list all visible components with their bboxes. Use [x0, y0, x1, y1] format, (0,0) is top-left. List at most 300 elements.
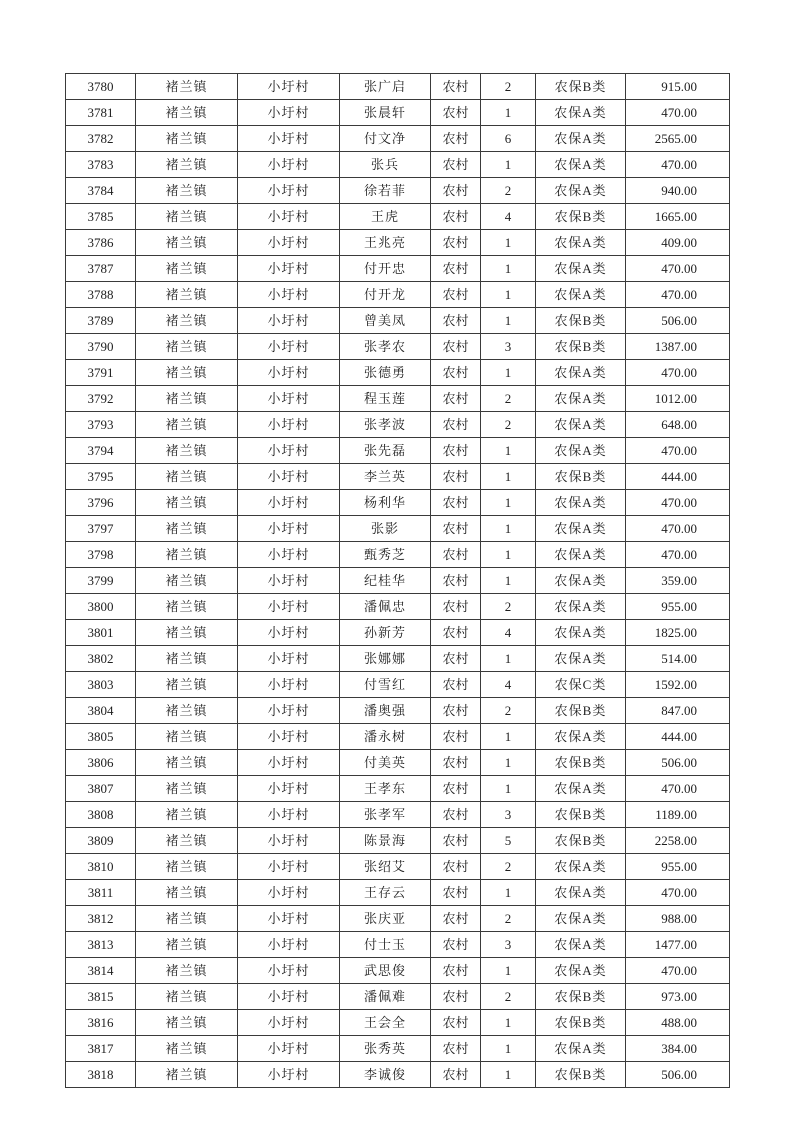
- table-row: [66, 594, 730, 620]
- table-row: [66, 698, 730, 724]
- table-row: [66, 282, 730, 308]
- cell-count: 1: [481, 516, 536, 542]
- cell-type: 农村: [431, 516, 481, 542]
- cell-amount: 847.00: [626, 698, 730, 724]
- table-row: [66, 464, 730, 490]
- cell-name: 张娜娜: [340, 646, 431, 672]
- cell-category: 农保A类: [536, 880, 626, 906]
- cell-name: 张孝农: [340, 334, 431, 360]
- table-body: [66, 74, 730, 1088]
- cell-name: 潘佩忠: [340, 594, 431, 620]
- table-row: [66, 802, 730, 828]
- cell-town: 褚兰镇: [136, 906, 238, 932]
- cell-type: 农村: [431, 854, 481, 880]
- cell-amount: 470.00: [626, 516, 730, 542]
- cell-name: 孙新芳: [340, 620, 431, 646]
- table-row: [66, 386, 730, 412]
- cell-type: 农村: [431, 360, 481, 386]
- table-row: [66, 672, 730, 698]
- cell-type: 农村: [431, 646, 481, 672]
- cell-category: 农保B类: [536, 698, 626, 724]
- cell-amount: 409.00: [626, 230, 730, 256]
- cell-amount: 470.00: [626, 958, 730, 984]
- cell-amount: 359.00: [626, 568, 730, 594]
- cell-count: 1: [481, 282, 536, 308]
- cell-category: 农保A类: [536, 256, 626, 282]
- cell-town: 褚兰镇: [136, 542, 238, 568]
- table-row: [66, 776, 730, 802]
- cell-amount: 506.00: [626, 750, 730, 776]
- cell-count: 2: [481, 854, 536, 880]
- cell-category: 农保A类: [536, 646, 626, 672]
- cell-village: 小圩村: [238, 152, 340, 178]
- cell-town: 褚兰镇: [136, 932, 238, 958]
- cell-amount: 1825.00: [626, 620, 730, 646]
- cell-name: 李兰英: [340, 464, 431, 490]
- cell-seq: 3814: [66, 958, 136, 984]
- cell-name: 曾美凤: [340, 308, 431, 334]
- cell-category: 农保B类: [536, 750, 626, 776]
- cell-town: 褚兰镇: [136, 438, 238, 464]
- cell-town: 褚兰镇: [136, 646, 238, 672]
- cell-town: 褚兰镇: [136, 724, 238, 750]
- cell-category: 农保B类: [536, 334, 626, 360]
- cell-type: 农村: [431, 620, 481, 646]
- cell-name: 付士玉: [340, 932, 431, 958]
- cell-seq: 3789: [66, 308, 136, 334]
- cell-amount: 988.00: [626, 906, 730, 932]
- cell-count: 2: [481, 906, 536, 932]
- cell-type: 农村: [431, 100, 481, 126]
- cell-seq: 3788: [66, 282, 136, 308]
- cell-amount: 470.00: [626, 152, 730, 178]
- cell-type: 农村: [431, 594, 481, 620]
- cell-type: 农村: [431, 490, 481, 516]
- cell-name: 张德勇: [340, 360, 431, 386]
- cell-town: 褚兰镇: [136, 204, 238, 230]
- cell-amount: 470.00: [626, 360, 730, 386]
- cell-category: 农保A类: [536, 152, 626, 178]
- cell-name: 张晨轩: [340, 100, 431, 126]
- table-row: [66, 828, 730, 854]
- cell-category: 农保A类: [536, 932, 626, 958]
- table-row: [66, 438, 730, 464]
- cell-name: 程玉莲: [340, 386, 431, 412]
- cell-village: 小圩村: [238, 1062, 340, 1088]
- table-row: [66, 412, 730, 438]
- cell-town: 褚兰镇: [136, 74, 238, 100]
- cell-name: 张广启: [340, 74, 431, 100]
- cell-town: 褚兰镇: [136, 386, 238, 412]
- cell-seq: 3780: [66, 74, 136, 100]
- cell-village: 小圩村: [238, 906, 340, 932]
- cell-count: 2: [481, 386, 536, 412]
- cell-amount: 470.00: [626, 282, 730, 308]
- cell-seq: 3796: [66, 490, 136, 516]
- cell-village: 小圩村: [238, 802, 340, 828]
- cell-village: 小圩村: [238, 646, 340, 672]
- cell-amount: 1665.00: [626, 204, 730, 230]
- cell-seq: 3804: [66, 698, 136, 724]
- cell-seq: 3794: [66, 438, 136, 464]
- cell-count: 1: [481, 256, 536, 282]
- cell-count: 1: [481, 646, 536, 672]
- cell-seq: 3807: [66, 776, 136, 802]
- table-row: [66, 178, 730, 204]
- cell-village: 小圩村: [238, 308, 340, 334]
- cell-count: 4: [481, 204, 536, 230]
- cell-amount: 915.00: [626, 74, 730, 100]
- cell-type: 农村: [431, 126, 481, 152]
- cell-type: 农村: [431, 282, 481, 308]
- cell-name: 武思俊: [340, 958, 431, 984]
- cell-count: 1: [481, 958, 536, 984]
- cell-village: 小圩村: [238, 386, 340, 412]
- cell-name: 王孝东: [340, 776, 431, 802]
- cell-village: 小圩村: [238, 984, 340, 1010]
- cell-amount: 470.00: [626, 438, 730, 464]
- cell-village: 小圩村: [238, 594, 340, 620]
- cell-village: 小圩村: [238, 724, 340, 750]
- cell-category: 农保A类: [536, 724, 626, 750]
- cell-type: 农村: [431, 334, 481, 360]
- cell-village: 小圩村: [238, 620, 340, 646]
- cell-name: 张孝军: [340, 802, 431, 828]
- cell-village: 小圩村: [238, 100, 340, 126]
- cell-village: 小圩村: [238, 672, 340, 698]
- cell-village: 小圩村: [238, 126, 340, 152]
- cell-name: 付开龙: [340, 282, 431, 308]
- cell-amount: 470.00: [626, 776, 730, 802]
- cell-village: 小圩村: [238, 776, 340, 802]
- table-row: [66, 360, 730, 386]
- table-row: [66, 854, 730, 880]
- cell-village: 小圩村: [238, 568, 340, 594]
- cell-type: 农村: [431, 828, 481, 854]
- cell-village: 小圩村: [238, 698, 340, 724]
- cell-name: 王会全: [340, 1010, 431, 1036]
- cell-type: 农村: [431, 204, 481, 230]
- cell-category: 农保A类: [536, 282, 626, 308]
- cell-amount: 955.00: [626, 594, 730, 620]
- cell-town: 褚兰镇: [136, 698, 238, 724]
- cell-category: 农保A类: [536, 620, 626, 646]
- cell-type: 农村: [431, 256, 481, 282]
- cell-town: 褚兰镇: [136, 230, 238, 256]
- cell-village: 小圩村: [238, 1036, 340, 1062]
- cell-category: 农保A类: [536, 516, 626, 542]
- cell-count: 1: [481, 1062, 536, 1088]
- cell-village: 小圩村: [238, 412, 340, 438]
- cell-village: 小圩村: [238, 204, 340, 230]
- cell-category: 农保A类: [536, 490, 626, 516]
- cell-town: 褚兰镇: [136, 1036, 238, 1062]
- table-row: [66, 152, 730, 178]
- cell-type: 农村: [431, 542, 481, 568]
- cell-count: 5: [481, 828, 536, 854]
- cell-seq: 3790: [66, 334, 136, 360]
- cell-type: 农村: [431, 776, 481, 802]
- table-row: [66, 750, 730, 776]
- cell-amount: 384.00: [626, 1036, 730, 1062]
- cell-category: 农保B类: [536, 828, 626, 854]
- cell-count: 3: [481, 334, 536, 360]
- cell-town: 褚兰镇: [136, 750, 238, 776]
- table-row: [66, 724, 730, 750]
- cell-amount: 1477.00: [626, 932, 730, 958]
- cell-town: 褚兰镇: [136, 984, 238, 1010]
- cell-village: 小圩村: [238, 750, 340, 776]
- cell-type: 农村: [431, 568, 481, 594]
- cell-name: 甄秀芝: [340, 542, 431, 568]
- cell-seq: 3791: [66, 360, 136, 386]
- cell-seq: 3786: [66, 230, 136, 256]
- table-row: [66, 620, 730, 646]
- cell-category: 农保A类: [536, 1036, 626, 1062]
- cell-amount: 2258.00: [626, 828, 730, 854]
- cell-category: 农保B类: [536, 204, 626, 230]
- cell-type: 农村: [431, 906, 481, 932]
- cell-category: 农保A类: [536, 230, 626, 256]
- cell-count: 1: [481, 1036, 536, 1062]
- cell-seq: 3799: [66, 568, 136, 594]
- cell-village: 小圩村: [238, 74, 340, 100]
- cell-seq: 3810: [66, 854, 136, 880]
- cell-village: 小圩村: [238, 932, 340, 958]
- table-row: [66, 490, 730, 516]
- cell-category: 农保B类: [536, 308, 626, 334]
- cell-seq: 3781: [66, 100, 136, 126]
- cell-seq: 3812: [66, 906, 136, 932]
- cell-type: 农村: [431, 1010, 481, 1036]
- table-row: [66, 646, 730, 672]
- cell-category: 农保A类: [536, 776, 626, 802]
- cell-amount: 470.00: [626, 880, 730, 906]
- cell-seq: 3816: [66, 1010, 136, 1036]
- cell-count: 1: [481, 100, 536, 126]
- cell-category: 农保A类: [536, 438, 626, 464]
- cell-name: 张庆亚: [340, 906, 431, 932]
- cell-category: 农保A类: [536, 412, 626, 438]
- cell-name: 张兵: [340, 152, 431, 178]
- cell-town: 褚兰镇: [136, 360, 238, 386]
- cell-seq: 3808: [66, 802, 136, 828]
- cell-count: 1: [481, 1010, 536, 1036]
- cell-category: 农保B类: [536, 1010, 626, 1036]
- cell-seq: 3793: [66, 412, 136, 438]
- cell-town: 褚兰镇: [136, 802, 238, 828]
- cell-count: 1: [481, 776, 536, 802]
- cell-seq: 3803: [66, 672, 136, 698]
- cell-type: 农村: [431, 386, 481, 412]
- cell-name: 付雪红: [340, 672, 431, 698]
- cell-amount: 1012.00: [626, 386, 730, 412]
- cell-seq: 3818: [66, 1062, 136, 1088]
- cell-village: 小圩村: [238, 178, 340, 204]
- cell-amount: 470.00: [626, 490, 730, 516]
- cell-category: 农保B类: [536, 1062, 626, 1088]
- cell-count: 1: [481, 750, 536, 776]
- cell-amount: 444.00: [626, 464, 730, 490]
- cell-village: 小圩村: [238, 516, 340, 542]
- cell-count: 2: [481, 178, 536, 204]
- cell-seq: 3795: [66, 464, 136, 490]
- cell-town: 褚兰镇: [136, 568, 238, 594]
- cell-seq: 3801: [66, 620, 136, 646]
- cell-town: 褚兰镇: [136, 516, 238, 542]
- cell-name: 潘永树: [340, 724, 431, 750]
- table-row: [66, 100, 730, 126]
- cell-town: 褚兰镇: [136, 152, 238, 178]
- cell-name: 王兆亮: [340, 230, 431, 256]
- cell-town: 褚兰镇: [136, 594, 238, 620]
- table-row: [66, 126, 730, 152]
- cell-town: 褚兰镇: [136, 620, 238, 646]
- cell-village: 小圩村: [238, 438, 340, 464]
- cell-seq: 3792: [66, 386, 136, 412]
- cell-type: 农村: [431, 958, 481, 984]
- cell-village: 小圩村: [238, 256, 340, 282]
- cell-village: 小圩村: [238, 360, 340, 386]
- cell-village: 小圩村: [238, 880, 340, 906]
- cell-amount: 470.00: [626, 100, 730, 126]
- cell-count: 4: [481, 672, 536, 698]
- cell-village: 小圩村: [238, 854, 340, 880]
- cell-count: 2: [481, 698, 536, 724]
- table-row: [66, 1010, 730, 1036]
- table-row: [66, 880, 730, 906]
- table-row: [66, 1036, 730, 1062]
- cell-type: 农村: [431, 74, 481, 100]
- cell-amount: 973.00: [626, 984, 730, 1010]
- cell-category: 农保C类: [536, 672, 626, 698]
- cell-count: 1: [481, 490, 536, 516]
- pension-payment-table: [65, 73, 730, 1088]
- cell-type: 农村: [431, 412, 481, 438]
- cell-seq: 3797: [66, 516, 136, 542]
- cell-name: 潘佩难: [340, 984, 431, 1010]
- table-row: [66, 984, 730, 1010]
- cell-name: 张孝波: [340, 412, 431, 438]
- cell-type: 农村: [431, 724, 481, 750]
- cell-count: 2: [481, 412, 536, 438]
- cell-amount: 506.00: [626, 1062, 730, 1088]
- cell-village: 小圩村: [238, 230, 340, 256]
- table-row: [66, 334, 730, 360]
- cell-amount: 444.00: [626, 724, 730, 750]
- cell-amount: 514.00: [626, 646, 730, 672]
- table-row: [66, 308, 730, 334]
- cell-category: 农保B类: [536, 984, 626, 1010]
- cell-count: 1: [481, 464, 536, 490]
- cell-type: 农村: [431, 438, 481, 464]
- cell-count: 1: [481, 152, 536, 178]
- cell-type: 农村: [431, 152, 481, 178]
- cell-type: 农村: [431, 672, 481, 698]
- cell-type: 农村: [431, 178, 481, 204]
- cell-type: 农村: [431, 308, 481, 334]
- cell-type: 农村: [431, 230, 481, 256]
- cell-seq: 3787: [66, 256, 136, 282]
- cell-town: 褚兰镇: [136, 1010, 238, 1036]
- cell-category: 农保A类: [536, 126, 626, 152]
- cell-name: 付美英: [340, 750, 431, 776]
- cell-village: 小圩村: [238, 282, 340, 308]
- cell-count: 1: [481, 438, 536, 464]
- cell-town: 褚兰镇: [136, 958, 238, 984]
- cell-count: 1: [481, 308, 536, 334]
- cell-amount: 1189.00: [626, 802, 730, 828]
- cell-name: 纪桂华: [340, 568, 431, 594]
- cell-category: 农保A类: [536, 100, 626, 126]
- cell-town: 褚兰镇: [136, 282, 238, 308]
- cell-name: 张绍艾: [340, 854, 431, 880]
- cell-type: 农村: [431, 932, 481, 958]
- cell-village: 小圩村: [238, 490, 340, 516]
- cell-name: 张秀英: [340, 1036, 431, 1062]
- cell-town: 褚兰镇: [136, 776, 238, 802]
- cell-seq: 3800: [66, 594, 136, 620]
- cell-seq: 3809: [66, 828, 136, 854]
- cell-type: 农村: [431, 984, 481, 1010]
- cell-category: 农保A类: [536, 178, 626, 204]
- cell-seq: 3785: [66, 204, 136, 230]
- cell-town: 褚兰镇: [136, 880, 238, 906]
- cell-type: 农村: [431, 1062, 481, 1088]
- cell-count: 3: [481, 802, 536, 828]
- cell-type: 农村: [431, 750, 481, 776]
- cell-village: 小圩村: [238, 828, 340, 854]
- cell-seq: 3798: [66, 542, 136, 568]
- cell-count: 1: [481, 724, 536, 750]
- cell-name: 王虎: [340, 204, 431, 230]
- cell-seq: 3817: [66, 1036, 136, 1062]
- cell-town: 褚兰镇: [136, 412, 238, 438]
- cell-seq: 3802: [66, 646, 136, 672]
- cell-count: 2: [481, 984, 536, 1010]
- cell-town: 褚兰镇: [136, 100, 238, 126]
- cell-name: 付文净: [340, 126, 431, 152]
- table-row: [66, 568, 730, 594]
- cell-amount: 488.00: [626, 1010, 730, 1036]
- cell-count: 4: [481, 620, 536, 646]
- cell-name: 付开忠: [340, 256, 431, 282]
- cell-seq: 3811: [66, 880, 136, 906]
- table-row: [66, 204, 730, 230]
- cell-count: 6: [481, 126, 536, 152]
- cell-town: 褚兰镇: [136, 1062, 238, 1088]
- cell-town: 褚兰镇: [136, 490, 238, 516]
- cell-category: 农保A类: [536, 958, 626, 984]
- cell-amount: 470.00: [626, 256, 730, 282]
- cell-count: 2: [481, 594, 536, 620]
- table-row: [66, 932, 730, 958]
- cell-amount: 470.00: [626, 542, 730, 568]
- cell-category: 农保A类: [536, 360, 626, 386]
- cell-seq: 3784: [66, 178, 136, 204]
- cell-village: 小圩村: [238, 958, 340, 984]
- cell-type: 农村: [431, 802, 481, 828]
- cell-town: 褚兰镇: [136, 828, 238, 854]
- cell-category: 农保B类: [536, 74, 626, 100]
- cell-name: 徐若菲: [340, 178, 431, 204]
- cell-town: 褚兰镇: [136, 178, 238, 204]
- cell-amount: 940.00: [626, 178, 730, 204]
- cell-village: 小圩村: [238, 1010, 340, 1036]
- cell-category: 农保A类: [536, 854, 626, 880]
- cell-count: 1: [481, 230, 536, 256]
- table-row: [66, 516, 730, 542]
